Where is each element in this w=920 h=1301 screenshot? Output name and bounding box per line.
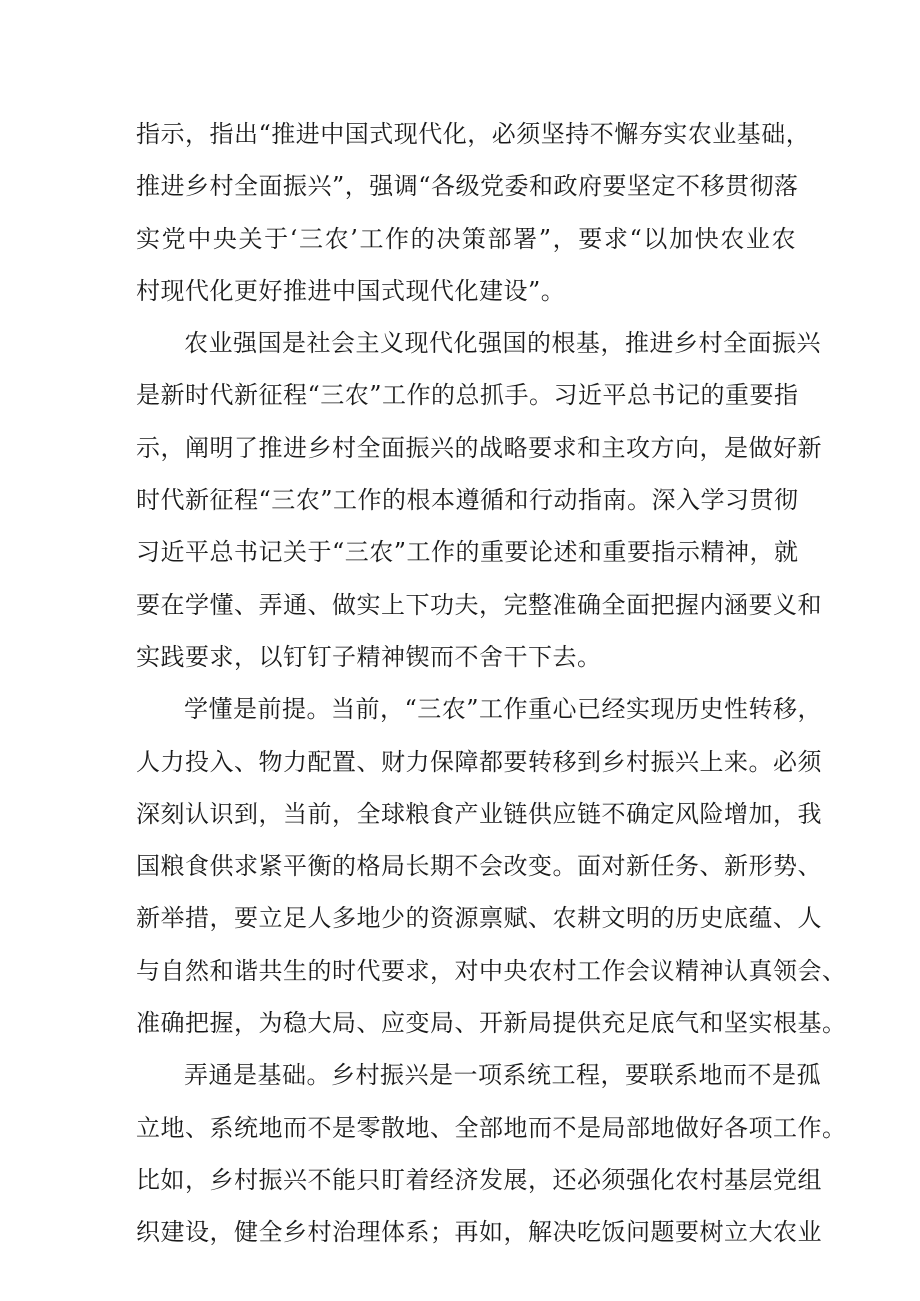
text-line: 深刻认识到，当前，全球粮食产业链供应链不确定风险增加，我 xyxy=(136,799,822,828)
document-body xyxy=(136,108,847,1259)
text-line: 农业强国是社会主义现代化强国的根基，推进乡村全面振兴 xyxy=(184,329,821,358)
text-line: 学懂是前提。当前，“三农”工作重心已经实现历史性转移， xyxy=(184,695,823,724)
paragraph-4 xyxy=(136,1049,847,1258)
text-line: 是新时代新征程“三农”工作的总抓手。习近平总书记的重要指 xyxy=(136,381,799,410)
text-line: 国粮食供求紧平衡的格局长期不会改变。面对新任务、新形势、 xyxy=(136,852,822,881)
text-line: 习近平总书记关于“三农”工作的重要论述和重要指示精神，就 xyxy=(136,538,799,567)
text-line: 新举措，要立足人多地少的资源禀赋、农耕文明的历史底蕴、人 xyxy=(136,904,822,933)
text-line: 准确把握，为稳大局、应变局、开新局提供充足底气和坚实根基。 xyxy=(136,1009,847,1038)
paragraph-3 xyxy=(136,683,847,1049)
text-line: 实党中央关于‘三农’工作的决策部署”，要求“以加快农业农 xyxy=(136,224,796,253)
text-line: 比如，乡村振兴不能只盯着经济发展，还必须强化农村基层党组 xyxy=(136,1165,822,1194)
text-line: 示，阐明了推进乡村全面振兴的战略要求和主攻方向，是做好新 xyxy=(136,433,822,462)
text-line: 人力投入、物力配置、财力保障都要转移到乡村振兴上来。必须 xyxy=(136,747,822,776)
text-line: 织建设，健全乡村治理体系；再如，解决吃饭问题要树立大农业 xyxy=(136,1218,822,1247)
text-line: 弄通是基础。乡村振兴是一项系统工程，要联系地而不是孤 xyxy=(184,1061,821,1090)
text-line: 与自然和谐共生的时代要求，对中央农村工作会议精神认真领会、 xyxy=(136,956,847,985)
text-line: 要在学懂、弄通、做实上下功夫，完整准确全面把握内涵要义和 xyxy=(136,590,822,619)
text-line: 实践要求，以钉钉子精神锲而不舍干下去。 xyxy=(136,642,602,671)
paragraph-2 xyxy=(136,317,822,683)
text-line: 村现代化更好推进中国式现代化建设”。 xyxy=(136,276,566,305)
paragraph-1 xyxy=(136,108,811,317)
text-line: 推进乡村全面振兴”，强调“各级党委和政府要坚定不移贯彻落 xyxy=(136,172,799,201)
text-line: 时代新征程“三农”工作的根本遵循和行动指南。深入学习贯彻 xyxy=(136,486,799,515)
text-line: 指示，指出“推进中国式现代化，必须坚持不懈夯实农业基础， xyxy=(136,120,811,148)
text-line: 立地、系统地而不是零散地、全部地而不是局部地做好各项工作。 xyxy=(136,1113,847,1142)
